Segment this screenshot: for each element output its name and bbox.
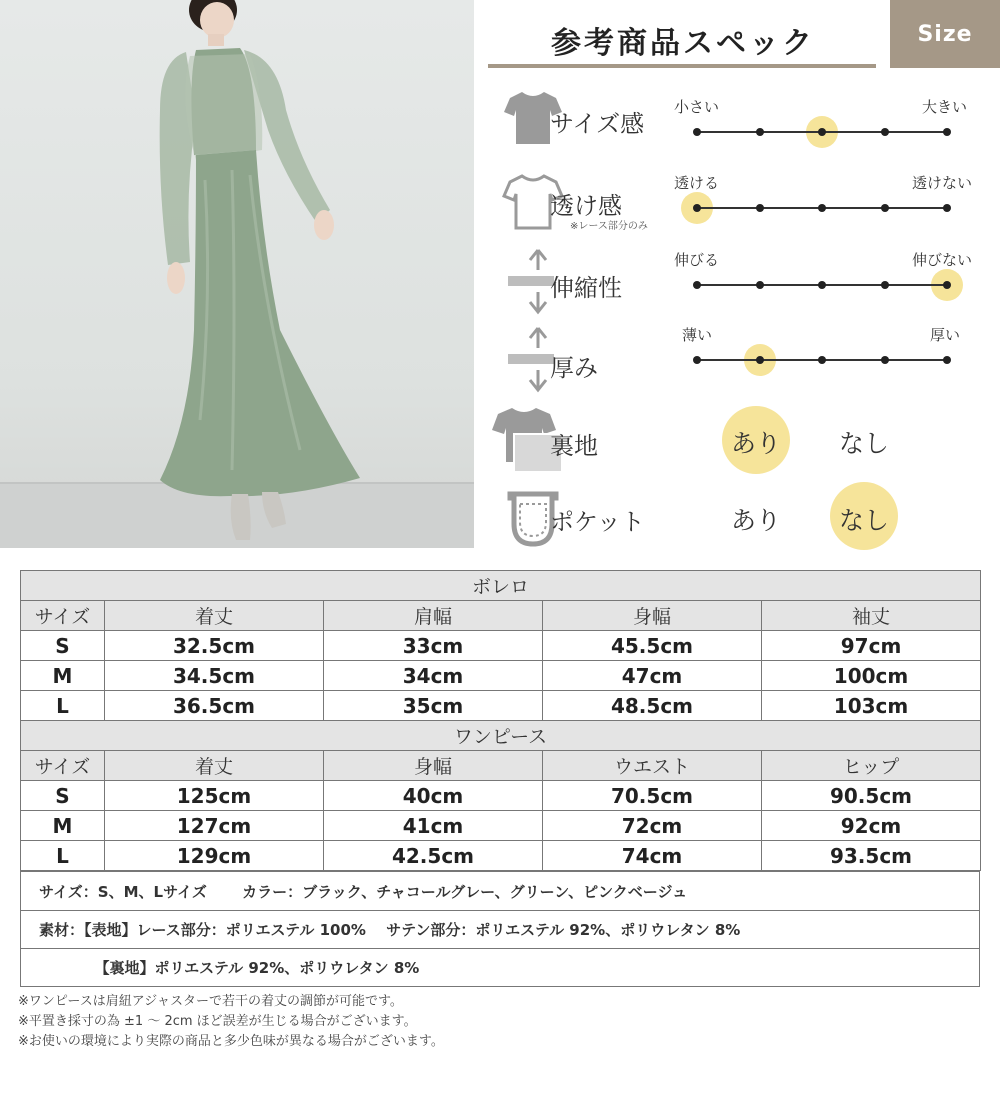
size-feel-left: 小さい	[674, 98, 720, 116]
pocket-yes: あり	[730, 506, 781, 535]
table-header: サイズ	[21, 601, 105, 631]
footnote: ※平置き採寸の為 ±1 〜 2cm ほど誤差が生じる場合がございます。	[18, 1014, 417, 1029]
material-lining-line: 【裏地】ポリエステル 92%、ポリウレタン 8%	[21, 948, 979, 986]
table-cell: 36.5cm	[105, 691, 324, 721]
scale-dot	[756, 128, 764, 136]
table-header: 肩幅	[324, 601, 543, 631]
lining-no: なし	[838, 429, 889, 458]
stretch-right: 伸びない	[912, 251, 973, 269]
onepiece-caption: ワンピース	[21, 721, 981, 751]
table-cell: 41cm	[324, 811, 543, 841]
scale-dot	[756, 281, 764, 289]
table-header: 袖丈	[762, 601, 981, 631]
scale-dot	[881, 356, 889, 364]
model-figure	[0, 0, 474, 548]
spec-title: 参考商品スペック	[551, 26, 815, 61]
table-cell: 35cm	[324, 691, 543, 721]
table-cell: 97cm	[762, 631, 981, 661]
lining-label: 裏地	[550, 432, 598, 460]
scale-dot	[818, 128, 826, 136]
table-cell: 125cm	[105, 781, 324, 811]
table-cell: S	[21, 631, 105, 661]
scale-dot	[881, 128, 889, 136]
table-header: 着丈	[105, 751, 324, 781]
footnotes	[18, 992, 444, 1052]
scale-dot	[693, 281, 701, 289]
table-row	[21, 661, 981, 691]
scale-dot	[943, 204, 951, 212]
product-photo	[0, 0, 474, 548]
table-row	[21, 781, 981, 811]
table-cell: M	[21, 811, 105, 841]
table-cell: 129cm	[105, 841, 324, 871]
divider	[488, 64, 876, 68]
scale-dot	[693, 356, 701, 364]
table-cell: 72cm	[543, 811, 762, 841]
thickness-left: 薄い	[682, 326, 713, 344]
table-cell: 70.5cm	[543, 781, 762, 811]
table-row	[21, 691, 981, 721]
onepiece-size-table	[20, 720, 981, 871]
table-cell: 48.5cm	[543, 691, 762, 721]
table-cell: 103cm	[762, 691, 981, 721]
table-cell: L	[21, 841, 105, 871]
scale-dot	[881, 204, 889, 212]
material-outer-line: 素材：【表地】レース部分：ポリエステル 100% サテン部分：ポリエステル 92%、ポリウレタン 8%	[21, 910, 979, 948]
sheer-label: 透け感	[550, 192, 622, 220]
pocket-label: ポケット	[550, 508, 645, 536]
scale-dot	[756, 356, 764, 364]
scale-dot	[818, 281, 826, 289]
table-cell: 34cm	[324, 661, 543, 691]
scale-dot	[818, 204, 826, 212]
scale-dot	[693, 204, 701, 212]
scale-dot	[818, 356, 826, 364]
table-cell: 90.5cm	[762, 781, 981, 811]
stretch-left: 伸びる	[674, 251, 720, 269]
sizes-colors-line: サイズ：S、M、Lサイズ カラー：ブラック、チャコールグレー、グリーン、ピンクベージュ	[39, 882, 688, 901]
table-cell: 40cm	[324, 781, 543, 811]
table-cell: 93.5cm	[762, 841, 981, 871]
size-feel-right: 大きい	[922, 98, 968, 116]
table-header: 身幅	[324, 751, 543, 781]
sheer-note: ※レース部分のみ	[570, 221, 648, 232]
bolero-size-table	[20, 570, 981, 721]
scale-dot	[756, 204, 764, 212]
table-cell: S	[21, 781, 105, 811]
thickness-right: 厚い	[930, 326, 961, 344]
footnote: ※ワンピースは肩紐アジャスターで若干の着丈の調節が可能です。	[18, 994, 403, 1009]
table-row	[21, 631, 981, 661]
table-cell: 34.5cm	[105, 661, 324, 691]
table-header: 着丈	[105, 601, 324, 631]
thickness-icon	[506, 324, 556, 394]
size-tab[interactable]: Size	[890, 0, 1000, 68]
table-cell: 92cm	[762, 811, 981, 841]
table-cell: 42.5cm	[324, 841, 543, 871]
table-cell: L	[21, 691, 105, 721]
table-cell: 32.5cm	[105, 631, 324, 661]
footnote: ※お使いの環境により実際の商品と多少色味が異なる場合がございます。	[18, 1034, 444, 1049]
table-header: ヒップ	[762, 751, 981, 781]
table-header: ウエスト	[543, 751, 762, 781]
scale-dot	[943, 128, 951, 136]
table-cell: 100cm	[762, 661, 981, 691]
table-cell: 33cm	[324, 631, 543, 661]
scale-dot	[943, 356, 951, 364]
stretch-icon	[506, 246, 556, 316]
table-row	[21, 841, 981, 871]
table-header: 身幅	[543, 601, 762, 631]
table-cell: 127cm	[105, 811, 324, 841]
thickness-label: 厚み	[550, 354, 598, 382]
table-cell: M	[21, 661, 105, 691]
bolero-caption: ボレロ	[21, 571, 981, 601]
sheer-left: 透ける	[674, 174, 720, 192]
size-feel-label: サイズ感	[550, 110, 645, 138]
lining-yes: あり	[730, 429, 781, 458]
sheer-right: 透けない	[912, 174, 973, 192]
scale-dot	[881, 281, 889, 289]
product-info	[20, 871, 980, 987]
table-cell: 47cm	[543, 661, 762, 691]
stretch-label: 伸縮性	[550, 274, 622, 302]
table-row	[21, 811, 981, 841]
table-cell: 74cm	[543, 841, 762, 871]
scale-dot	[943, 281, 951, 289]
table-cell: 45.5cm	[543, 631, 762, 661]
pocket-no: なし	[838, 506, 889, 535]
scale-dot	[693, 128, 701, 136]
table-header: サイズ	[21, 751, 105, 781]
